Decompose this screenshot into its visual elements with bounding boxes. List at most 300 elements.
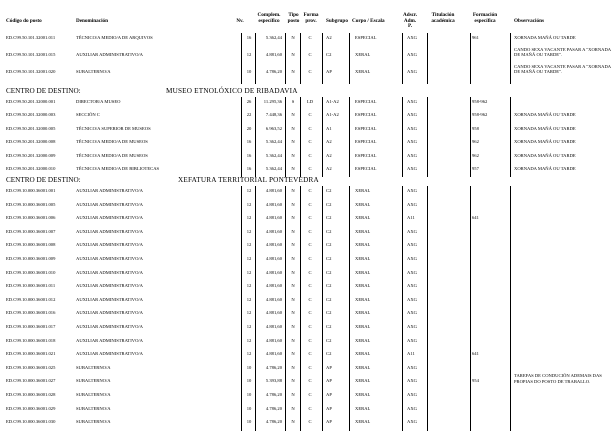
cell-name: AUXILIAR ADMINISTRATIVO/A <box>76 269 143 275</box>
cell-sub: C2 <box>326 351 332 357</box>
header-forma: Forma prov. <box>303 12 319 24</box>
cell-nv: 12 <box>246 310 252 316</box>
table-row <box>0 295 615 306</box>
cell-nv: 10 <box>246 69 252 74</box>
table-row <box>0 200 615 211</box>
cell-name: AUXILIAR ADMINISTRATIVO/A <box>76 324 143 329</box>
cell-tipo: N <box>291 405 295 411</box>
table-row <box>0 268 615 279</box>
table-row <box>0 363 615 374</box>
cell-observacions: XORNADA MAÑÁ OU TARDE <box>514 112 576 118</box>
cell-corpo: XERAL <box>355 310 371 316</box>
table-row <box>0 213 615 224</box>
table-row <box>0 137 615 148</box>
cell-nv: 26 <box>246 99 252 104</box>
header-adscripcion: Adscr. Adm. P. <box>402 12 418 30</box>
cell-adsc: AXG <box>407 152 417 158</box>
cell-corpo: ESPECIAL <box>355 125 377 131</box>
cell-corpo: XERAL <box>355 283 371 289</box>
cell-code: ED.C99.10.000.36001.030 <box>6 419 56 425</box>
cell-name: AUXILIAR ADMINISTRATIVO/A <box>76 188 143 193</box>
cell-observacions: XORNADA MAÑÁ OU TARDE <box>514 166 576 171</box>
header-nivel: Nv. <box>236 18 244 24</box>
cell-tipo: N <box>291 310 295 316</box>
cell-corpo: XERAL <box>355 201 371 207</box>
cell-form: 962 <box>472 152 479 158</box>
cell-forma: C <box>308 419 312 425</box>
section-name: XEFATURA TERRITORIAL PONTEVEDRA <box>178 176 319 184</box>
cell-forma: C <box>308 324 312 329</box>
cell-forma: C <box>308 201 312 207</box>
cell-observacions: CANDO SEXA VACANTE PASAR A "XORNADA DE MAÑÁ OU TARDE". <box>514 47 611 58</box>
cell-name: AUXILIAR ADMINISTRATIVO/A <box>76 242 143 248</box>
cell-name: SUBALTERNO/A <box>76 69 111 74</box>
cell-forma: C <box>308 69 312 74</box>
table-row <box>0 64 615 78</box>
cell-adsc: AXG <box>407 310 417 316</box>
cell-corpo: XERAL <box>355 337 371 343</box>
cell-corpo: XERAL <box>355 242 371 248</box>
table-row <box>0 33 615 44</box>
cell-forma: C <box>308 242 312 248</box>
cell-observacions: XORNADA MAÑÁ OU TARDE <box>514 35 576 40</box>
cell-name: TÉCNICO/A SUPERIOR DE MUSEOS <box>76 125 151 131</box>
cell-sub: AP <box>326 378 332 384</box>
cell-tipo: N <box>291 215 295 221</box>
cell-corpo: ESPECIAL <box>355 112 377 118</box>
cell-nv: 20 <box>246 125 252 131</box>
cell-adsc: AXG <box>407 296 417 302</box>
cell-nv: 22 <box>246 112 252 118</box>
cell-corpo: XERAL <box>355 378 371 384</box>
section-header <box>6 87 298 95</box>
cell-comp: 4.786,20 <box>265 419 282 425</box>
cell-tipo: N <box>291 364 295 370</box>
cell-tipo: N <box>291 188 295 193</box>
cell-corpo: ESPECIAL <box>355 166 377 171</box>
cell-forma: C <box>308 112 312 118</box>
cell-code: ED.C99.10.000.36001.028 <box>6 392 56 397</box>
cell-code: ED.C99.50.201.32000.001 <box>6 99 56 104</box>
cell-corpo: XERAL <box>355 269 371 275</box>
cell-tipo: N <box>291 392 295 397</box>
cell-sub: C2 <box>326 337 332 343</box>
cell-forma: C <box>308 188 312 193</box>
cell-forma: C <box>308 405 312 411</box>
cell-observacions: CANDO SEXA VACANTE PASAR A "XORNADA DE MAÑÁ OU TARDE". <box>514 64 611 75</box>
cell-forma: C <box>308 283 312 289</box>
cell-corpo: XERAL <box>355 392 371 397</box>
cell-nv: 12 <box>246 201 252 207</box>
cell-forma: C <box>308 378 312 384</box>
cell-name: TÉCNICO/A MEDIO/A DE ARQUIVOS <box>76 35 153 40</box>
cell-nv: 16 <box>246 152 252 158</box>
cell-nv: 12 <box>246 256 252 261</box>
cell-nv: 12 <box>246 337 252 343</box>
cell-comp: 4.881,60 <box>265 296 282 302</box>
cell-comp: 4.881,60 <box>265 215 282 221</box>
cell-nv: 12 <box>246 269 252 275</box>
table-row <box>0 417 615 428</box>
cell-tipo: N <box>291 228 295 234</box>
cell-comp: 4.881,60 <box>265 337 282 343</box>
cell-form: 954 <box>472 378 479 384</box>
cell-comp: 4.881,60 <box>265 52 282 57</box>
cell-sub: AP <box>326 69 332 74</box>
cell-nv: 12 <box>246 296 252 302</box>
cell-corpo: XERAL <box>355 296 371 302</box>
cell-nv: 10 <box>246 405 252 411</box>
table-row <box>0 254 615 265</box>
table-row <box>0 390 615 401</box>
cell-sub: AP <box>326 405 332 411</box>
cell-adsc: AXG <box>407 52 417 57</box>
header-complemento: Complem. específico <box>257 12 281 24</box>
cell-sub: AP <box>326 392 332 397</box>
cell-code: ED.C99.50.201.32000.005 <box>6 125 56 131</box>
cell-corpo: XERAL <box>355 69 371 74</box>
cell-nv: 16 <box>246 35 252 40</box>
cell-comp: 4.786,20 <box>265 364 282 370</box>
cell-comp: 6.963,52 <box>265 125 282 131</box>
cell-adsc: AXG <box>407 364 417 370</box>
cell-name: AUXILIAR ADMINISTRATIVO/A <box>76 215 143 221</box>
cell-sub: A2 <box>326 152 332 158</box>
cell-name: TÉCNICO/A MEDIO/A DE BIBLIOTECAS <box>76 166 160 171</box>
cell-name: AUXILIAR ADMINISTRATIVO/A <box>76 201 143 207</box>
cell-comp: 5.362,44 <box>265 152 282 158</box>
cell-form: 958 <box>472 125 479 131</box>
cell-sub: C2 <box>326 228 332 234</box>
cell-form: 958-962 <box>472 99 488 104</box>
cell-adsc: AXG <box>407 378 417 384</box>
cell-tipo: N <box>291 69 295 74</box>
cell-sub: A1-A2 <box>326 112 339 118</box>
cell-corpo: XERAL <box>355 364 371 370</box>
cell-tipo: N <box>291 269 295 275</box>
cell-name: AUXILIAR ADMINISTRATIVO/A <box>76 310 143 316</box>
cell-adsc: AXG <box>407 99 417 104</box>
cell-tipo: N <box>291 166 295 171</box>
cell-tipo: N <box>291 419 295 425</box>
header-titulacion: Titulación académica <box>431 12 455 24</box>
cell-code: ED.C99.10.000.36001.027 <box>6 378 56 384</box>
cell-adsc: AXG <box>407 166 417 171</box>
section-label: CENTRO DE DESTINO: <box>6 176 81 184</box>
cell-observacions: XORNADA MAÑÁ OU TARDE <box>514 125 576 131</box>
cell-code: ED.C99.10.000.36001.005 <box>6 201 56 207</box>
cell-name: TÉCNICO/A MEDIO/A DE MUSEOS <box>76 139 148 145</box>
cell-adsc: AXG <box>407 112 417 118</box>
cell-nv: 16 <box>246 139 252 145</box>
table-row <box>0 240 615 251</box>
cell-adsc: A11 <box>407 351 415 357</box>
cell-sub: A2 <box>326 35 332 40</box>
cell-form: 958-962 <box>472 112 488 118</box>
cell-forma: C <box>308 256 312 261</box>
cell-tipo: N <box>291 112 295 118</box>
cell-observacions: XORNADA MAÑÁ OU TARDE <box>514 139 576 145</box>
cell-name: TÉCNICO/A MEDIO/A DE MUSEOS <box>76 152 148 158</box>
cell-comp: 4.786,20 <box>265 69 282 74</box>
cell-sub: A2 <box>326 139 332 145</box>
cell-forma: C <box>308 152 312 158</box>
cell-forma: C <box>308 364 312 370</box>
cell-forma: C <box>308 392 312 397</box>
cell-observacions: TAREFAS DE CONDUCIÓN ADEMAIS DAS PROPIAS DO POSTO DE TRABALLO. <box>514 373 602 384</box>
cell-code: ED.C99.50.201.32000.009 <box>6 152 56 158</box>
cell-code: ED.C99.10.000.36001.010 <box>6 269 56 275</box>
section-label: CENTRO DE DESTINO: <box>6 87 81 95</box>
section-name: MUSEO ETNOLÓXICO DE RIBADAVIA <box>166 87 298 95</box>
cell-name: AUXILIAR ADMINISTRATIVO/A <box>76 351 143 357</box>
cell-tipo: N <box>291 378 295 384</box>
cell-forma: C <box>308 125 312 131</box>
cell-sub: C2 <box>326 201 332 207</box>
header-formacion: Formación específica <box>472 12 498 24</box>
cell-nv: 10 <box>246 392 252 397</box>
cell-comp: 11.295,36 <box>263 99 282 104</box>
cell-form: 641 <box>472 351 479 357</box>
cell-adsc: AXG <box>407 188 417 193</box>
cell-adsc: AXG <box>407 337 417 343</box>
cell-forma: C <box>308 139 312 145</box>
cell-code: ED.C99.10.000.36001.016 <box>6 310 56 316</box>
table-row <box>0 227 615 238</box>
cell-sub: C2 <box>326 324 332 329</box>
cell-tipo: N <box>291 324 295 329</box>
table-row <box>0 308 615 319</box>
cell-sub: C2 <box>326 242 332 248</box>
cell-adsc: AXG <box>407 324 417 329</box>
cell-corpo: XERAL <box>355 419 371 425</box>
header-observacions: Observacións <box>514 18 544 24</box>
cell-sub: C2 <box>326 310 332 316</box>
cell-comp: 4.881,60 <box>265 310 282 316</box>
cell-code: ED.C99.10.000.36001.007 <box>6 228 56 234</box>
cell-code: ED.C99.10.000.36001.006 <box>6 215 56 221</box>
cell-nv: 12 <box>246 52 252 57</box>
cell-nv: 12 <box>246 215 252 221</box>
cell-tipo: N <box>291 125 295 131</box>
cell-corpo: XERAL <box>355 324 371 329</box>
header-subgrupo: Subgrupo <box>326 18 348 24</box>
cell-adsc: AXG <box>407 392 417 397</box>
cell-name: AUXILIAR ADMINISTRATIVO/A <box>76 52 143 57</box>
cell-tipo: N <box>291 242 295 248</box>
header-denominacion: Denominación <box>76 18 108 24</box>
cell-comp: 4.881,60 <box>265 256 282 261</box>
cell-corpo: ESPECIAL <box>355 99 377 104</box>
cell-name: SECCIÓN C <box>76 112 100 118</box>
cell-tipo: N <box>291 139 295 145</box>
cell-nv: 10 <box>246 378 252 384</box>
cell-nv: 10 <box>246 364 252 370</box>
table-row <box>0 404 615 415</box>
table-row <box>0 336 615 347</box>
cell-forma: C <box>308 215 312 221</box>
header-codigo: Código do posto <box>6 18 42 24</box>
cell-code: ED.C99.50.101.32001.020 <box>6 69 56 74</box>
cell-adsc: AXG <box>407 405 417 411</box>
cell-nv: 12 <box>246 324 252 329</box>
cell-forma: LD <box>306 99 314 104</box>
cell-adsc: AXG <box>407 256 417 261</box>
cell-code: ED.C99.10.000.36001.021 <box>6 351 56 357</box>
cell-code: ED.C99.10.000.36001.001 <box>6 188 56 193</box>
cell-code: ED.C99.10.000.36001.009 <box>6 256 56 261</box>
cell-sub: C2 <box>326 215 332 221</box>
cell-tipo: N <box>291 351 295 357</box>
cell-adsc: A11 <box>407 215 415 221</box>
cell-comp: 5.362,44 <box>265 166 282 171</box>
cell-nv: 16 <box>246 166 252 171</box>
cell-sub: A1 <box>326 125 332 131</box>
cell-name: SUBALTERNO/A <box>76 419 111 425</box>
cell-corpo: ESPECIAL <box>355 139 377 145</box>
cell-name: DIRECTOR/A MUSEO <box>76 99 121 104</box>
cell-sub: C2 <box>326 269 332 275</box>
table-row <box>0 322 615 333</box>
cell-forma: C <box>308 310 312 316</box>
table-row <box>0 124 615 135</box>
cell-sub: C2 <box>326 283 332 289</box>
cell-code: ED.C99.10.000.36001.011 <box>6 283 56 289</box>
cell-adsc: AXG <box>407 35 417 40</box>
cell-code: ED.C99.10.000.36001.012 <box>6 296 56 302</box>
header-tipo: Tipo posto <box>287 12 300 24</box>
cell-adsc: AXG <box>407 69 417 74</box>
cell-corpo: ESPECIAL <box>355 152 377 158</box>
cell-tipo: N <box>291 152 295 158</box>
cell-name: AUXILIAR ADMINISTRATIVO/A <box>76 228 143 234</box>
cell-corpo: XERAL <box>355 228 371 234</box>
cell-nv: 12 <box>246 228 252 234</box>
cell-comp: 5.362,44 <box>265 139 282 145</box>
cell-code: ED.C99.10.000.36001.008 <box>6 242 56 248</box>
cell-adsc: AXG <box>407 228 417 234</box>
cell-tipo: N <box>291 256 295 261</box>
cell-sub: AP <box>326 419 332 425</box>
cell-code: ED.C99.50.201.32000.008 <box>6 139 56 145</box>
cell-adsc: AXG <box>407 269 417 275</box>
cell-name: AUXILIAR ADMINISTRATIVO/A <box>76 283 143 289</box>
cell-corpo: XERAL <box>355 188 371 193</box>
cell-forma: C <box>308 296 312 302</box>
cell-forma: C <box>308 351 312 357</box>
cell-comp: 4.881,60 <box>265 228 282 234</box>
cell-code: ED.C99.50.201.32000.010 <box>6 166 56 171</box>
cell-nv: 12 <box>246 188 252 193</box>
table-row <box>0 186 615 197</box>
table-row <box>0 47 615 61</box>
cell-corpo: XERAL <box>355 256 371 261</box>
cell-tipo: N <box>291 283 295 289</box>
cell-nv: 12 <box>246 283 252 289</box>
cell-code: ED.C99.50.101.32001.015 <box>6 52 56 57</box>
cell-comp: 4.786,20 <box>265 392 282 397</box>
cell-code: ED.C99.50.201.32000.003 <box>6 112 56 118</box>
table-row <box>0 151 615 162</box>
cell-corpo: XERAL <box>355 405 371 411</box>
cell-forma: C <box>308 35 312 40</box>
cell-comp: 7.448,36 <box>265 112 282 118</box>
cell-sub: AP <box>326 364 332 370</box>
cell-adsc: AXG <box>407 242 417 248</box>
cell-form: 957 <box>472 166 479 171</box>
table-row <box>0 281 615 292</box>
cell-form: 641 <box>472 215 479 221</box>
cell-comp: 5.393,88 <box>265 378 282 384</box>
cell-adsc: AXG <box>407 139 417 145</box>
cell-forma: C <box>308 52 312 57</box>
cell-form: 961 <box>472 35 479 40</box>
cell-forma: C <box>308 166 312 171</box>
cell-forma: C <box>308 228 312 234</box>
cell-observacions: XORNADA MAÑÁ OU TARDE <box>514 152 576 158</box>
cell-nv: 12 <box>246 351 252 357</box>
cell-tipo: N <box>291 296 295 302</box>
table-row <box>0 110 615 121</box>
cell-adsc: AXG <box>407 283 417 289</box>
cell-sub: A1-A2 <box>326 99 339 104</box>
cell-corpo: XERAL <box>355 215 371 221</box>
cell-name: AUXILIAR ADMINISTRATIVO/A <box>76 256 143 261</box>
cell-sub: C2 <box>326 256 332 261</box>
table-row <box>0 164 615 175</box>
cell-name: SUBALTERNO/A <box>76 364 111 370</box>
cell-tipo: N <box>291 52 295 57</box>
cell-corpo: XERAL <box>355 52 371 57</box>
cell-name: AUXILIAR ADMINISTRATIVO/A <box>76 296 143 302</box>
cell-sub: C2 <box>326 188 332 193</box>
cell-name: SUBALTERNO/A <box>76 392 111 397</box>
cell-sub: A2 <box>326 166 332 171</box>
cell-nv: 12 <box>246 242 252 248</box>
cell-code: ED.C99.10.000.36001.029 <box>6 405 56 411</box>
cell-comp: 4.881,60 <box>265 242 282 248</box>
cell-nv: 10 <box>246 419 252 425</box>
cell-comp: 4.881,60 <box>265 188 282 193</box>
cell-code: ED.C99.10.000.36001.018 <box>6 337 56 343</box>
cell-corpo: ESPECIAL <box>355 35 377 40</box>
cell-comp: 4.881,60 <box>265 201 282 207</box>
cell-tipo: N <box>291 35 295 40</box>
cell-comp: 4.786,20 <box>265 405 282 411</box>
cell-comp: 4.881,60 <box>265 324 282 329</box>
table-row <box>0 349 615 360</box>
header-corpo: Corpo / Escala <box>352 18 385 24</box>
cell-name: SUBALTERNO/A <box>76 378 111 384</box>
cell-comp: 4.881,60 <box>265 283 282 289</box>
cell-comp: 5.362,44 <box>265 35 282 40</box>
cell-comp: 4.881,60 <box>265 269 282 275</box>
cell-corpo: XERAL <box>355 351 371 357</box>
cell-code: ED.C99.10.000.36001.025 <box>6 364 56 370</box>
cell-sub: C2 <box>326 52 332 57</box>
table-row <box>0 373 615 387</box>
cell-code: ED.C99.50.101.32001.011 <box>6 35 56 40</box>
cell-name: SUBALTERNO/A <box>76 405 111 411</box>
cell-adsc: AXG <box>407 125 417 131</box>
cell-tipo: N <box>291 337 295 343</box>
section-header <box>6 176 319 184</box>
cell-comp: 4.881,60 <box>265 351 282 357</box>
cell-tipo: S <box>291 99 295 104</box>
cell-forma: C <box>308 337 312 343</box>
cell-adsc: AXG <box>407 419 417 425</box>
cell-form: 962 <box>472 139 479 145</box>
